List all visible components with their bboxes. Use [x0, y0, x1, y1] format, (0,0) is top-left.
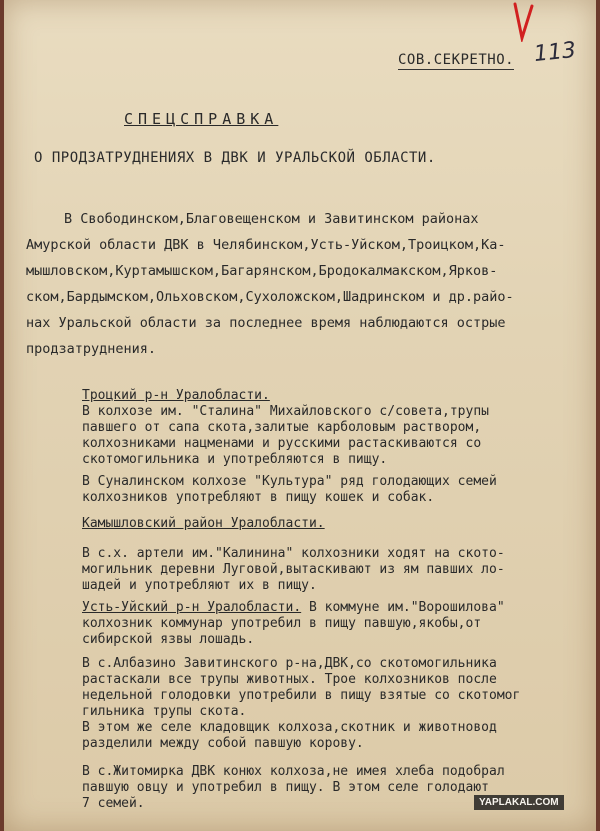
section-line: колхозников употребляют в пищу кошек и собак. — [82, 490, 435, 505]
section-heading: Камышловский район Уралобласти. — [82, 516, 325, 531]
section-line: гильника трупы скота. — [82, 704, 247, 719]
section-line: колхозниками нацменами и русскими растаскиваются со — [82, 436, 482, 451]
section-line: колхозник коммунар употребил в пищу павшую,якобы,от — [82, 616, 482, 631]
section-line: растаскали все трупы животных. Трое колхозников после — [82, 672, 497, 687]
section-line: павшую овцу и употребил в пищу. В этом селе голодают — [82, 780, 489, 795]
section-line-with-heading — [82, 600, 582, 616]
intro-line: ском,Бардымском,Ольховском,Сухоложском,Шадринском и др.райо- — [26, 289, 514, 305]
section-line: В коммуне им."Ворошилова" — [308, 600, 505, 615]
section-line: недельной голодовки употребили в пищу взятые со скотомог — [82, 688, 521, 703]
section-line: В этом же селе кладовщик колхоза,скотник и животновод — [82, 720, 497, 735]
document-subtitle: О ПРОДЗАТРУДНЕНИЯХ В ДВК И УРАЛЬСКОЙ ОБЛАСТИ. — [34, 150, 436, 166]
intro-line: продзатруднения. — [26, 341, 157, 357]
intro-line: Амурской области ДВК в Челябинском,Усть-Уйском,Троицком,Ка- — [26, 237, 506, 253]
section-heading: Троцкий р-н Уралобласти. — [82, 388, 270, 403]
section-line: скотомогильника и употребляются в пищу. — [82, 452, 388, 467]
page-number: 113 — [532, 37, 578, 68]
intro-line: мышловском,Куртамышском,Багарянском,Бродокалмакском,Ярков- — [26, 263, 498, 279]
section-line: 7 семей. — [82, 796, 145, 811]
section-line: В Суналинском колхозе "Культура" ряд голодающих семей — [82, 474, 497, 489]
section-line: В колхозе им. "Сталина" Михайловского с/совета,трупы — [82, 404, 489, 419]
section-line: сибирской язвы лошадь. — [82, 632, 255, 647]
classification-stamp: СОВ.СЕКРЕТНО. — [398, 52, 515, 68]
intro-paragraph — [26, 206, 576, 362]
watermark: YAPLAKAL.COM — [474, 795, 564, 810]
section-line: шадей и употребляют их в пищу. — [82, 578, 317, 593]
section-ust-uisky — [82, 600, 582, 648]
document-page — [4, 0, 596, 831]
section-line: разделили между собой павшую корову. — [82, 736, 364, 751]
section-line: могильник деревни Луговой,вытаскивают из ям павших ло- — [82, 562, 505, 577]
section-albazino — [82, 656, 582, 752]
section-line: В с.х. артели им."Калинина" колхозники ходят на ското- — [82, 546, 505, 561]
section-kalinin — [82, 546, 582, 594]
section-kamyshlov-heading — [82, 516, 582, 532]
section-sunalinsky — [82, 474, 582, 506]
red-check-mark — [512, 2, 536, 42]
section-line: В с.Житомирка ДВК конюх колхоза,не имея хлеба подобрал — [82, 764, 505, 779]
intro-line: нах Уральской области за последнее время наблюдаются острые — [26, 315, 506, 331]
document-title: СПЕЦСПРАВКА — [124, 110, 279, 128]
section-troitsky — [82, 388, 582, 468]
section-line: павшего от сапа скота,залитые карболовым раствором, — [82, 420, 482, 435]
section-heading: Усть-Уйский р-н Уралобласти. — [82, 600, 302, 615]
intro-line: В Свободинском,Благовещенском и Завитинском районах — [64, 211, 479, 227]
section-line: В с.Албазино Завитинского р-на,ДВК,со скотомогильника — [82, 656, 497, 671]
